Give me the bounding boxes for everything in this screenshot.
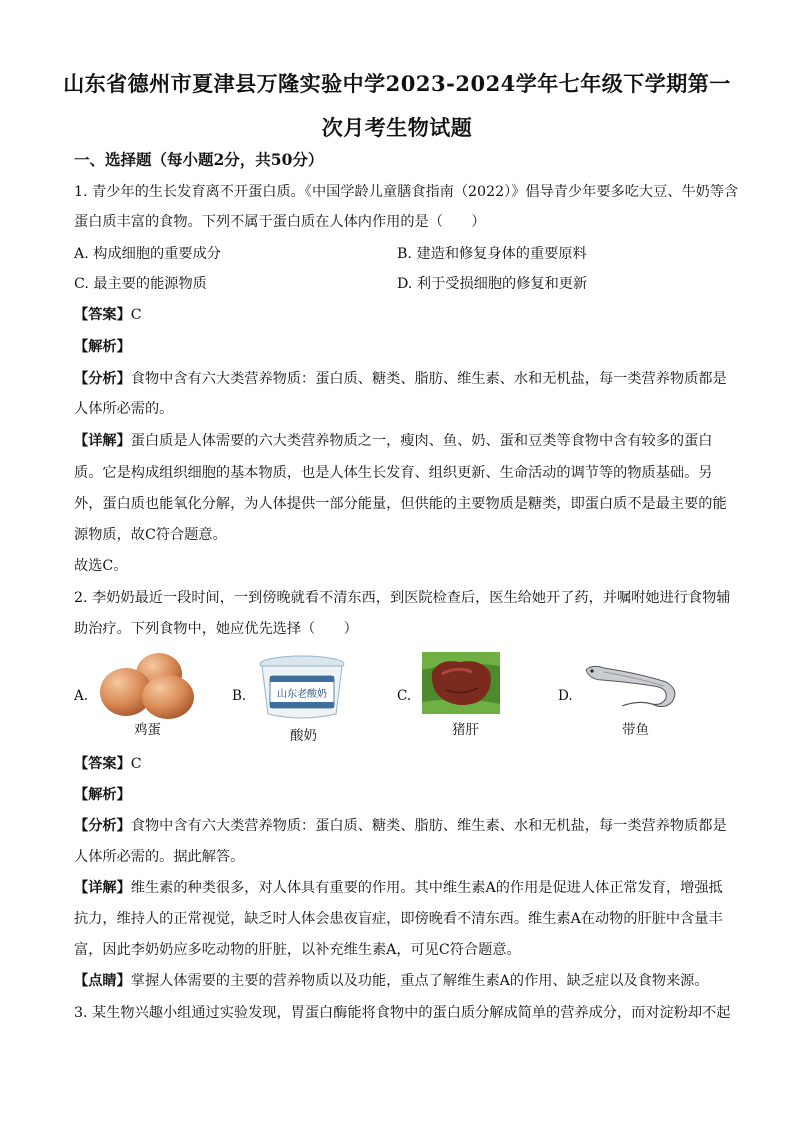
q1-xiangjie-line-2: 质。它是构成组织细胞的基本物质，也是人体生长发育、组织更新、生命活动的调节等的物质基础。另 [74,465,713,481]
q1-stem-line-1: 1. 青少年的生长发育离不开蛋白质。《中国学龄儿童膳食指南（2022）》倡导青少年要多吃大豆、牛奶等含 [74,184,739,200]
q1-fenxi-line-2: 人体所必需的。 [74,401,174,417]
q2-analysis-tag: 【解析】 [74,787,131,803]
egg-shape [142,675,194,719]
pork-liver-image [422,652,500,714]
q2-option-b-letter: B. [232,688,247,704]
hairtail-fish-image [582,660,682,716]
page-title-line-1: 山东省德州市夏津县万隆实验中学2023-2024学年七年级下学期第一 [63,71,731,96]
fenxi-tag: 【分析】 [74,818,131,834]
xiangjie-text: 蛋白质是人体需要的六大类营养物质之一，瘦肉、鱼、奶、蛋和豆类等食物中含有较多的蛋白 [130,433,713,449]
q1-conclusion: 故选C。 [74,558,128,574]
q1-fenxi-line-1 [74,369,727,389]
yogurt-image [258,654,346,722]
xiangjie-text: 维生素的种类很多，对人体具有重要的作用。其中维生素A的作用是促进人体正常发育，增强抵 [130,880,723,896]
dianjing-tag: 【点睛】 [74,973,131,989]
page-title-line-2: 次月考生物试题 [321,115,473,140]
answer-value: C [130,756,142,772]
q2-xiangjie-line-2: 抗力，维持人的正常视觉，缺乏时人体会患夜盲症，即傍晚看不清东西。维生素A在动物的肝脏中含量丰 [74,911,723,927]
yogurt-label: 山东老酸奶 [277,689,327,700]
answer-tag: 【答案】 [74,756,131,772]
dianjing-text: 掌握人体需要的主要的营养物质以及功能，重点了解维生素A的作用、缺乏症以及食物来源。 [130,973,709,989]
q2-option-a-letter: A. [74,688,89,704]
q2-option-d-caption: 带鱼 [622,722,649,738]
fenxi-tag: 【分析】 [74,371,131,387]
q1-xiangjie-line-4: 源物质，故C符合题意。 [74,527,227,543]
q3-stem-line-1: 3. 某生物兴趣小组通过实验发现，胃蛋白酶能将食物中的蛋白质分解成简单的营养成分，而对淀粉却不起 [74,1005,731,1021]
q1-xiangjie-line-3: 外，蛋白质也能氧化分解，为人体提供一部分能量，但供能的主要物质是糖类，即蛋白质不是最主要的能 [74,496,727,512]
q2-dianjing-line-1 [74,971,724,991]
q1-stem-line-2: 蛋白质丰富的食物。下列不属于蛋白质在人体内作用的是（ ） [74,214,486,230]
q1-analysis-tag: 【解析】 [74,339,131,355]
q2-fenxi-line-1 [74,816,727,836]
q2-option-a-caption: 鸡蛋 [134,722,161,738]
answer-tag: 【答案】 [74,307,131,323]
q1-option-a: A. 构成细胞的重要成分 [74,246,221,262]
q2-option-b-caption: 酸奶 [290,728,317,744]
q1-option-b: B. 建造和修复身体的重要原料 [397,246,587,262]
xiangjie-tag: 【详解】 [74,433,131,449]
q1-option-c: C. 最主要的能源物质 [74,276,207,292]
q2-xiangjie-line-1 [74,878,724,898]
answer-value: C [130,307,142,323]
section-heading: 一、选择题（每小题2分，共50分） [74,150,324,169]
q1-option-d: D. 利于受损细胞的修复和更新 [397,276,588,292]
fenxi-text: 食物中含有六大类营养物质：蛋白质、糖类、脂肪、维生素、水和无机盐，每一类营养物质都是 [130,818,727,834]
q2-option-c-letter: C. [397,688,412,704]
q1-xiangjie-line-1 [74,431,724,451]
eggs-image [96,650,196,720]
q2-fenxi-line-2: 人体所必需的。据此解答。 [74,849,245,865]
q2-answer [74,754,724,774]
q2-stem-line-1: 2. 李奶奶最近一段时间，一到傍晚就看不清东西，到医院检查后，医生给她开了药，并嘱咐她进行食物辅 [74,590,731,606]
fenxi-text: 食物中含有六大类营养物质：蛋白质、糖类、脂肪、维生素、水和无机盐，每一类营养物质都是 [130,371,727,387]
q2-option-d-letter: D. [558,688,573,704]
q1-answer [74,305,724,325]
q2-option-c-caption: 猪肝 [452,722,479,738]
xiangjie-tag: 【详解】 [74,880,131,896]
q2-stem-line-2: 助治疗。下列食物中，她应优先选择（ ） [74,621,358,637]
q2-xiangjie-line-3: 富，因此李奶奶应多吃动物的肝脏，以补充维生素A，可见C符合题意。 [74,942,521,958]
